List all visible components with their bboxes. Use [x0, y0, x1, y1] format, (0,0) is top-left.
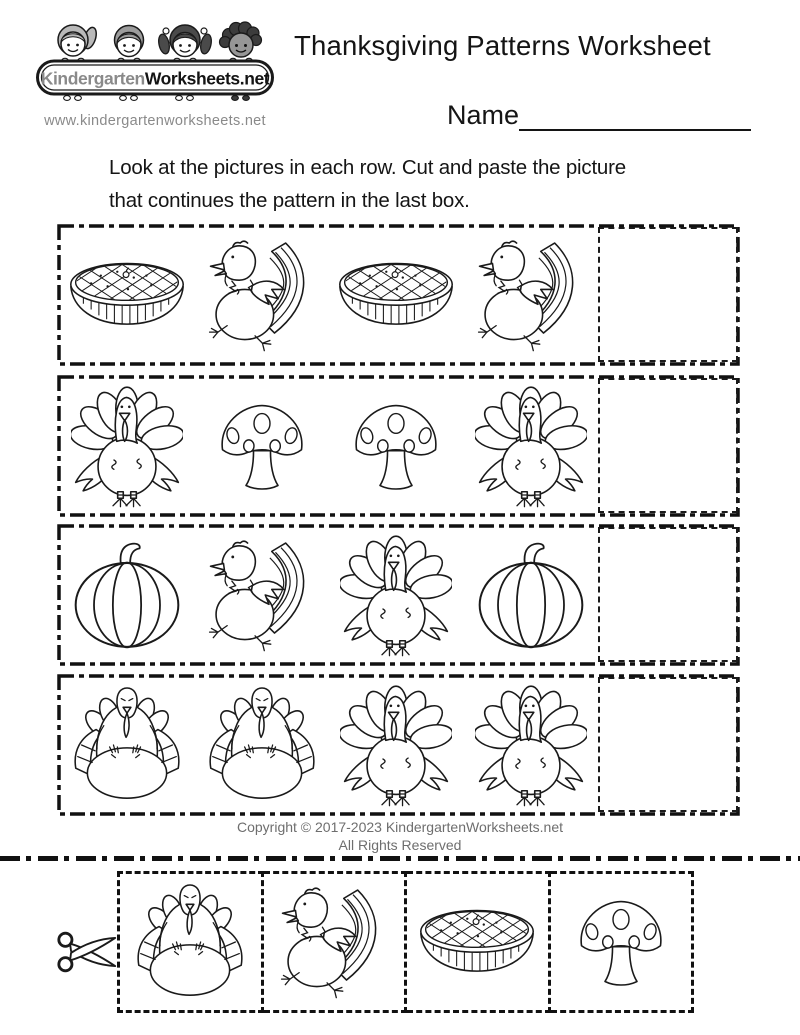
name-label: Name [447, 100, 520, 130]
name-field [447, 100, 751, 131]
turkey-sit-image [60, 687, 195, 803]
page-title: Thanksgiving Patterns Worksheet [294, 30, 711, 61]
pattern-row-1-items [60, 227, 598, 363]
logo-kids-illustration [34, 18, 276, 106]
turkey-run-image [464, 237, 599, 353]
answer-box-3 [598, 527, 738, 662]
pattern-row-4 [57, 674, 740, 816]
turkey-run-image [195, 537, 330, 653]
logo-url-text: www.kindergartenworksheets.net [44, 113, 266, 129]
turkey-stand-image [60, 384, 195, 508]
pattern-row-3 [57, 524, 740, 666]
cutout-strip [117, 871, 694, 1013]
answer-box-2 [598, 378, 738, 513]
pie-image [329, 253, 464, 338]
pattern-row-1 [57, 224, 740, 366]
cutout-box-3 [407, 871, 551, 1013]
scissors-icon [56, 926, 118, 978]
mushroom-image [574, 892, 668, 992]
answer-box-4 [598, 677, 738, 812]
pattern-row-2 [57, 375, 740, 517]
cutout-box-2 [264, 871, 408, 1013]
cutout-box-1 [117, 871, 264, 1013]
turkey-stand-image [464, 683, 599, 807]
turkey-stand-image [329, 533, 464, 657]
rights-line: All Rights Reserved [338, 836, 462, 853]
pie-image [414, 900, 540, 985]
pattern-row-3-items [60, 527, 598, 663]
pattern-row-2-items [60, 378, 598, 514]
answer-box-1 [598, 227, 738, 362]
pumpkin-image [60, 540, 195, 650]
mushroom-image [195, 396, 330, 496]
instructions-line-1: Look at the pictures in each row. Cut and paste the picture [109, 156, 626, 179]
instructions-line-2: that continues the pattern in the last box. [109, 189, 470, 212]
copyright-notice [0, 819, 800, 854]
pie-image [60, 253, 195, 338]
mushroom-image [329, 396, 464, 496]
name-blank-line [519, 102, 751, 131]
turkey-stand-image [464, 384, 599, 508]
instructions [109, 151, 626, 217]
turkey-run-image [195, 237, 330, 353]
turkey-run-image [276, 884, 392, 1000]
turkey-sit-image [132, 884, 248, 1000]
turkey-sit-image [195, 687, 330, 803]
cutout-box-4 [551, 871, 695, 1013]
pumpkin-image [464, 540, 599, 650]
logo-brand-text: KindergartenWorksheets.net [40, 68, 270, 89]
site-logo [34, 18, 276, 129]
cut-here-dashed-line [0, 856, 800, 861]
copyright-line: Copyright © 2017-2023 KindergartenWorksheets.net [236, 819, 564, 835]
turkey-stand-image [329, 683, 464, 807]
pattern-row-4-items [60, 677, 598, 813]
